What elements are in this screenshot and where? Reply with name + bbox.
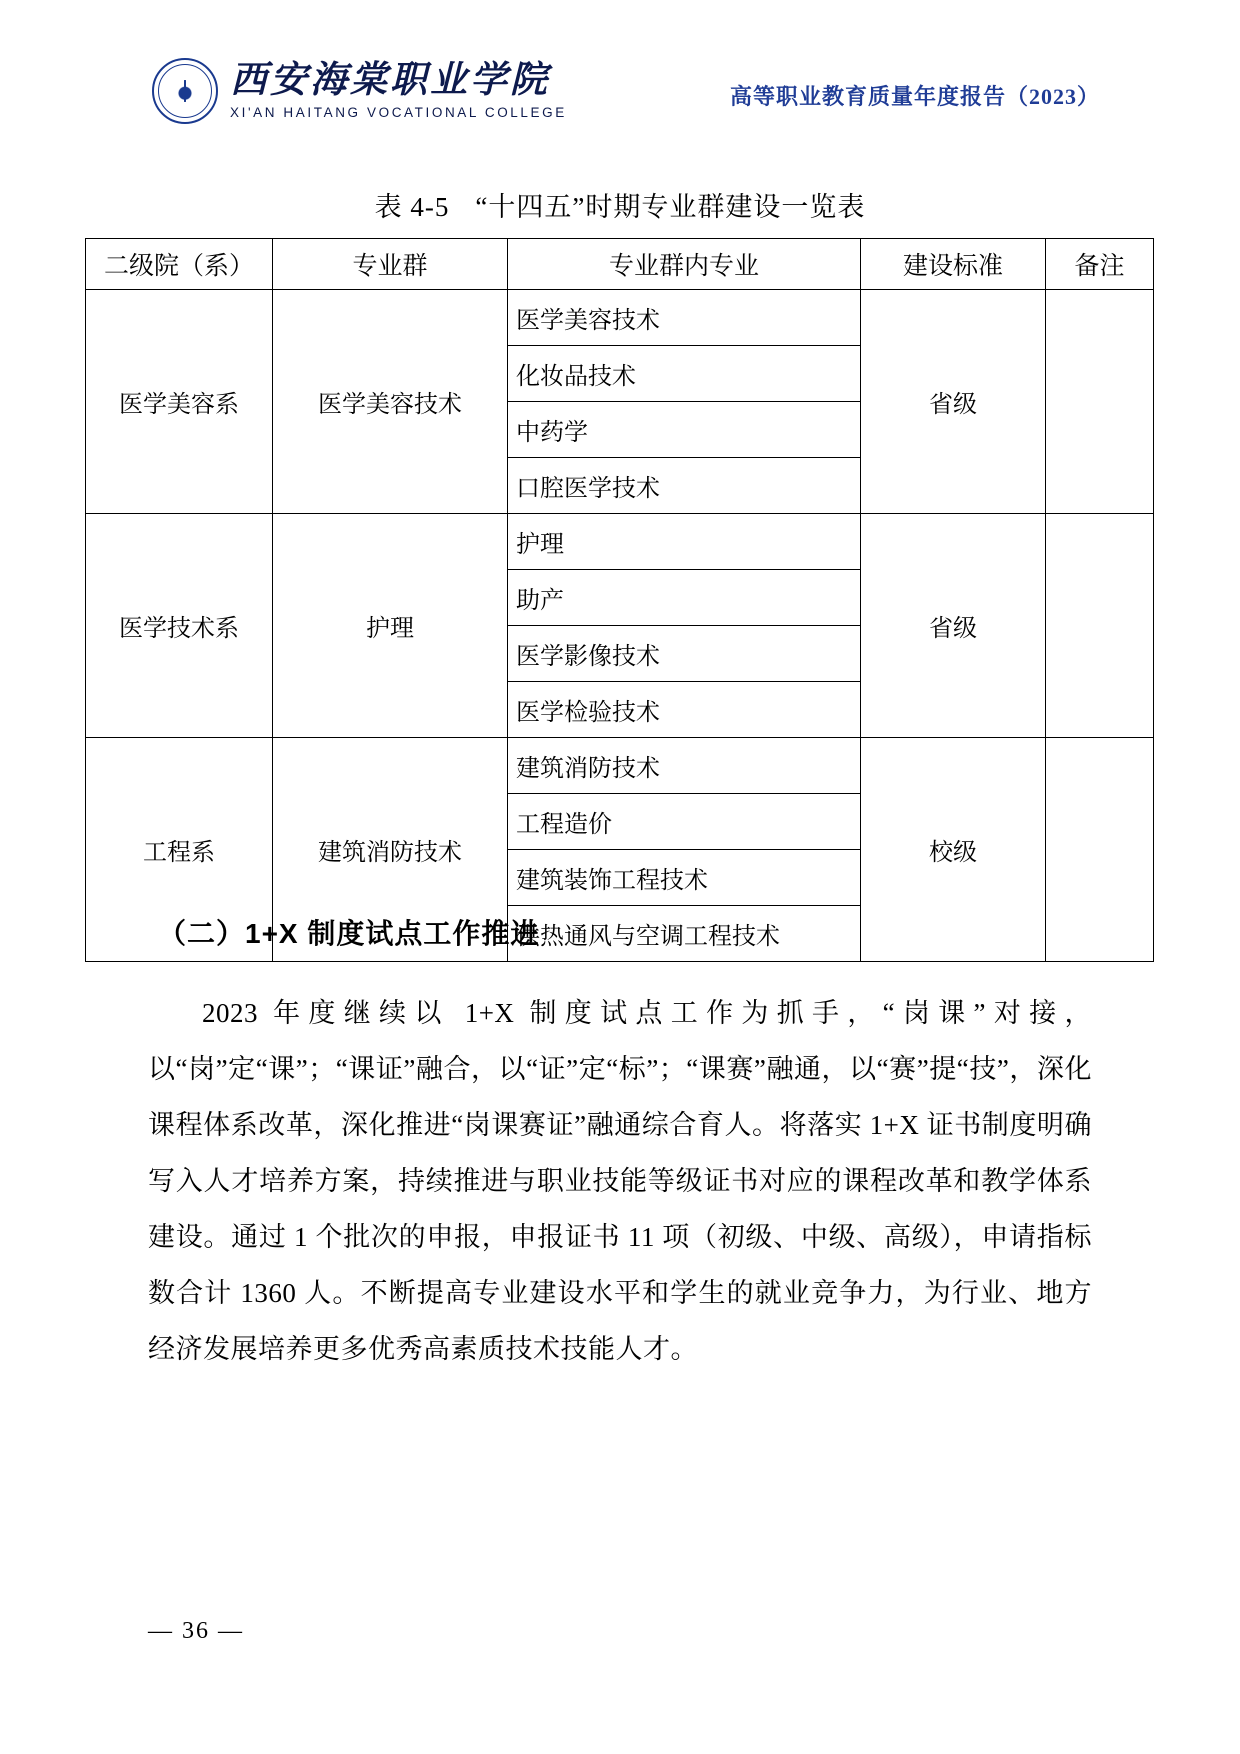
table-head [86, 239, 1154, 290]
column-header-dept: 二级院（系） [86, 239, 273, 290]
cell-standard: 省级 [861, 290, 1046, 514]
report-title: 高等职业教育质量年度报告（2023） [729, 84, 1100, 109]
section-heading: （二）1+X 制度试点工作推进 [158, 918, 540, 949]
cell-group: 建筑消防技术 [273, 738, 508, 962]
cell-note [1046, 290, 1154, 514]
column-header-standard: 建设标准 [861, 239, 1046, 290]
column-header-note: 备注 [1046, 239, 1154, 290]
college-logo-text [230, 62, 567, 120]
table-row [86, 290, 1154, 346]
table-caption [0, 185, 1240, 224]
section-paragraph: 2023 年度继续以 1+X 制度试点工作为抓手，“岗课”对接，以“岗”定“课”；“课证”融合，以“证”定“标”；“课赛”融通，以“赛”提“技”，深化课程体系改革，深化推进“岗课赛证”融通综合育人。将落实 1+X 证书制度明确写入人才培养方案，持续推进与职业技能等级证书对应的课程改革和教学体系建设。通过 1 个批次的申报，申报证书 11 项（初级、中级、高级），申请指标数合计 1360 人。不断提高专业建设水平和学生的就业竞争力，为行业、地方经济发展培养更多优秀高素质技术技能人才。 [148, 998, 1092, 1364]
cell-dept: 医学美容系 [86, 290, 273, 514]
college-name-cn: 西安海棠职业学院 [230, 60, 550, 102]
page-header [152, 58, 1100, 138]
cell-group: 医学美容技术 [273, 290, 508, 514]
cell-major: 建筑消防技术 [508, 738, 861, 794]
table-caption-title: “十四五”时期专业群建设一览表 [475, 192, 866, 222]
cell-major: 供热通风与空调工程技术 [508, 906, 861, 962]
table-header-row [86, 239, 1154, 290]
table-row [86, 514, 1154, 570]
column-header-major: 专业群内专业 [508, 239, 861, 290]
column-header-group: 专业群 [273, 239, 508, 290]
college-seal-icon [152, 58, 218, 124]
cell-major: 建筑装饰工程技术 [508, 850, 861, 906]
cell-group: 护理 [273, 514, 508, 738]
cell-standard: 校级 [861, 738, 1046, 962]
cell-major: 护理 [508, 514, 861, 570]
cell-standard: 省级 [861, 514, 1046, 738]
table-caption-number: 表 4-5 [374, 192, 450, 222]
college-name-en: XI'AN HAITANG VOCATIONAL COLLEGE [230, 105, 567, 121]
cell-dept: 工程系 [86, 738, 273, 962]
spec-group-table [85, 238, 1154, 962]
table-body [86, 290, 1154, 962]
cell-major: 工程造价 [508, 794, 861, 850]
cell-major: 化妆品技术 [508, 346, 861, 402]
table-row [86, 738, 1154, 794]
cell-dept: 医学技术系 [86, 514, 273, 738]
cell-major: 中药学 [508, 402, 861, 458]
spec-group-table-wrapper [85, 238, 1153, 962]
cell-note [1046, 514, 1154, 738]
college-logo [152, 58, 567, 124]
cell-major: 医学影像技术 [508, 626, 861, 682]
cell-major: 口腔医学技术 [508, 458, 861, 514]
page-number: — 36 — [148, 1618, 244, 1644]
cell-major: 医学检验技术 [508, 682, 861, 738]
cell-major: 助产 [508, 570, 861, 626]
cell-note [1046, 738, 1154, 962]
cell-major: 医学美容技术 [508, 290, 861, 346]
